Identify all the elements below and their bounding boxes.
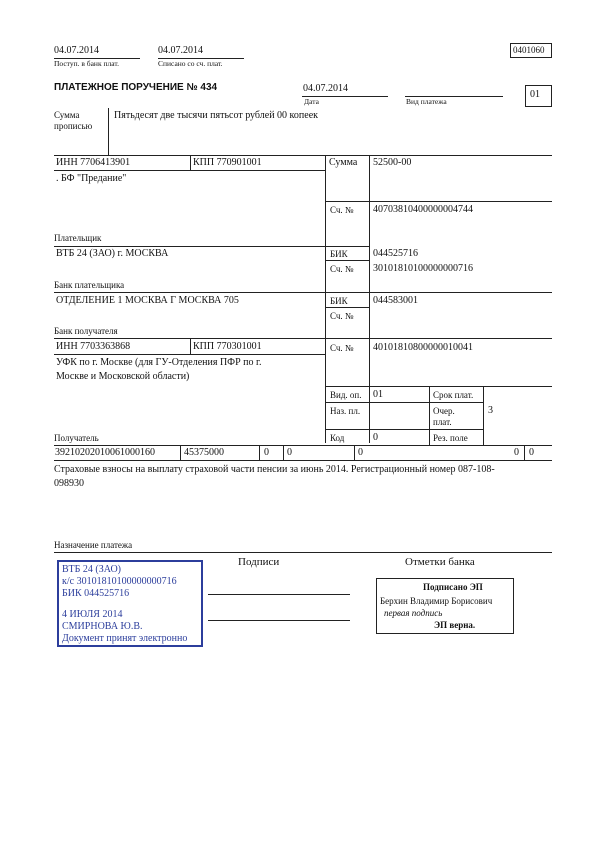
divider [325,201,552,202]
payer-name: . БФ "Предание" [56,173,127,184]
payer-bank-bik-label: БИК [330,249,348,259]
payer-kpp: КПП 770901001 [193,157,262,168]
payee-account: 40101810800000010041 [373,342,473,353]
divider [429,386,430,445]
order-date: 04.07.2014 [303,83,348,94]
payee-bank-label: Банк получателя [54,326,118,336]
divider [190,338,191,354]
divider [259,445,260,460]
payer-bank-label: Банк плательщика [54,280,125,290]
payment-type-label: Вид платежа [406,97,447,106]
divider [369,155,370,443]
e-signature-verified: ЭП верна. [434,620,476,630]
divider [54,338,552,339]
payer-label: Плательщик [54,233,102,243]
form-code: 0401060 [513,45,545,55]
stamp-line: Документ принят электронно [62,633,188,644]
e-signature-title: Подписано ЭП [423,582,483,592]
divider [325,307,370,308]
tax-field: 0 [514,447,519,458]
e-signature-role: первая подпись [384,608,443,618]
bank-marks-label: Отметки банка [405,556,475,568]
payee-kpp: КПП 770301001 [193,341,262,352]
status-code: 01 [530,89,540,100]
amount-value: 52500-00 [373,157,412,168]
tax-field: 0 [264,447,269,458]
payer-inn: ИНН 7706413901 [56,157,131,168]
stamp-line: ВТБ 24 (ЗАО) [62,564,122,575]
e-signature-box [376,578,514,634]
divider [325,155,326,443]
kbk: 39210202010061000160 [55,447,155,458]
stamp-line: к/с 30101810100000000716 [62,576,177,587]
debited-label: Списано со сч. плат. [158,59,223,68]
divider [54,246,370,247]
received-date: 04.07.2014 [54,45,99,56]
date-label: Дата [304,97,319,106]
tax-field: 0 [287,447,292,458]
divider [524,445,525,460]
order-label: плат. [433,417,452,427]
divider [108,108,109,155]
divider [54,552,552,553]
divider [354,445,355,460]
purpose-line2: 098930 [54,478,84,489]
payer-account-label: Сч. № [330,205,354,215]
signature-line [208,594,350,595]
oktmo: 45375000 [184,447,224,458]
payee-inn: ИНН 7703363868 [56,341,131,352]
divider [54,354,326,355]
payer-bank-name: ВТБ 24 (ЗАО) г. МОСКВА [56,248,169,259]
amount-words-label: Сумма [54,110,80,120]
payee-bank-name: ОТДЕЛЕНИЕ 1 МОСКВА Г МОСКВА 705 [56,295,239,306]
order-label: Очер. [433,406,455,416]
amount-words: Пятьдесят две тысячи пятьсот рублей 00 копеек [114,110,318,121]
payer-bank-corr-account: 30101810100000000716 [373,263,473,274]
payer-bank-corr-label: Сч. № [330,264,354,274]
purpose-code-label: Наз. пл. [330,406,361,416]
tax-field: 0 [358,447,363,458]
divider [325,402,484,403]
divider [54,170,326,171]
payee-bank-corr-label: Сч. № [330,311,354,321]
reserve-label: Рез. поле [433,433,468,443]
divider [54,155,552,156]
op-type: 01 [373,389,383,400]
due-label: Срок плат. [433,390,474,400]
page-title: ПЛАТЕЖНОЕ ПОРУЧЕНИЕ № 434 [54,82,218,93]
stamp-line: СМИРНОВА Ю.В. [62,621,143,632]
amount-label: Сумма [329,157,358,168]
divider [180,445,181,460]
payee-name-line1: УФК по г. Москве (для ГУ-Отделения ПФР по г. [56,357,262,368]
divider [54,445,552,446]
divider [54,292,552,293]
divider [190,155,191,170]
purpose-label: Назначение платежа [54,540,133,550]
signature-line [208,620,350,621]
payee-label: Получатель [54,433,99,443]
divider [483,386,484,445]
code-label: Код [330,433,345,443]
bank-stamp [57,560,203,647]
divider [325,429,484,430]
payee-bank-bik-label: БИК [330,296,348,306]
divider [54,460,552,461]
e-signature-signer: Берхин Владимир Борисович [380,596,493,606]
purpose-line1: Страховые взносы на выплату страховой части пенсии за июнь 2014. Регистрационный номер 087-108- [54,464,495,475]
op-type-label: Вид. оп. [330,390,362,400]
amount-words-label: прописью [54,121,93,131]
divider [325,386,552,387]
stamp-line: БИК 044525716 [62,588,130,599]
tax-field: 0 [529,447,534,458]
order-value: 3 [488,405,493,416]
stamp-line: 4 ИЮЛЯ 2014 [62,609,123,620]
debited-date: 04.07.2014 [158,45,203,56]
payee-account-label: Сч. № [330,343,354,353]
divider [283,445,284,460]
payer-bank-bik: 044525716 [373,248,418,259]
divider [325,260,370,261]
payee-name-line2: Москве и Московской области) [56,371,190,382]
code-value: 0 [373,432,378,443]
signatures-label: Подписи [238,556,280,568]
received-label: Поступ. в банк плат. [54,59,119,68]
payer-account: 40703810400000004744 [373,204,473,215]
payee-bank-bik: 044583001 [373,295,418,306]
